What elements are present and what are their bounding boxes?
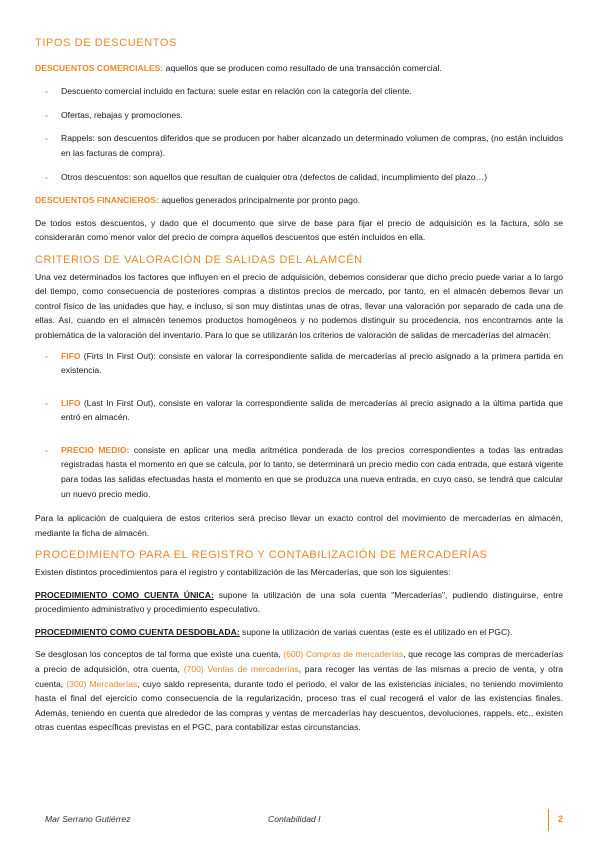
paragraph-cuenta-unica: PROCEDIMIENTO COMO CUENTA ÚNICA: supone la utilización de una sola cuenta "Mercaderías", pudiendo distinguirse, entre procedimiento administrativo y procedimiento especulativo. xyxy=(35,589,563,615)
account-700: (700) Ventas de mercaderías xyxy=(183,664,299,674)
paragraph-descuentos-financieros xyxy=(35,193,563,208)
footer-divider xyxy=(548,809,549,831)
paragraph-cuenta-desdoblada: PROCEDIMIENTO COMO CUENTA DESDOBLADA: supone la utilización de varias cuentas (este es el utilizado en el PGC). xyxy=(35,626,513,637)
dash-bullet-icon: - xyxy=(45,444,48,455)
section-title-procedimiento-registro: PROCEDIMIENTO PARA EL REGISTRO Y CONTABILIZACIÓN DE MERCADERÍAS xyxy=(35,549,488,562)
page-footer xyxy=(35,814,563,836)
paragraph-procedimientos-intro: Existen distintos procedimientos para el registro y contabilización de las Mercaderías, que son los siguientes: xyxy=(35,567,451,578)
paragraph-criterios-aplicacion: Para la aplicación de cualquiera de estos criterios será preciso llevar un exacto control del movimiento de mercaderías en almacén, mediante la ficha de almacén. xyxy=(35,513,563,538)
label-descuentos-comerciales: DESCUENTOS COMERCIALES: xyxy=(35,62,164,73)
label-cuenta-desdoblada: PROCEDIMIENTO COMO CUENTA DESDOBLADA: xyxy=(35,626,240,637)
section-title-tipos-descuentos: TIPOS DE DESCUENTOS xyxy=(35,37,177,49)
list-item: - Rappels: son descuentos diferidos que se producen por haber alcanzado un determinado volumen de compras, (no están incluidos en las facturas de compra). xyxy=(45,133,563,158)
dash-bullet-icon: - xyxy=(45,171,48,182)
list-tipos-descuentos xyxy=(35,84,563,184)
list-item: - Ofertas, rebajas y promociones. xyxy=(35,108,563,123)
section-title-criterios-valoracion: CRITERIOS DE VALORACIÓN DE SALIDAS DEL ALAMCÉN xyxy=(35,253,363,266)
account-600: (600) Compras de mercaderías xyxy=(283,649,404,660)
dash-bullet-icon: - xyxy=(45,350,48,361)
footer-subject: Contabilidad I xyxy=(268,814,321,824)
text-descuentos-comerciales: aquellos que se producen como resultado de una transacción comercial. xyxy=(163,62,442,73)
dash-bullet-icon: - xyxy=(45,109,48,120)
dash-bullet-icon: - xyxy=(45,397,48,408)
list-item-fifo: - FIFO (Firts In First Out): consiste en valorar la correspondiente salida de mercaderías al precio asignado a la primera partida en existencia. xyxy=(45,350,563,376)
paragraph-criterios-intro: Una vez determinados los factores que influyen en el precio de adquisición, debemos considerar que dicho precio puede variar a lo largo del tiempo, como consecuencia de posteriores compras a distintos precios de mercado, por tanto, en el almacén debemos llevar un control físico de las unidades que hay, e incluso, si son muy distintas unas de otras, llevar una valoración por separado de cada una de ellas. Así, cuando en el almacén tenemos productos homogéneos y no podemos distinguir su procedencia, nos encontramos ante la problemática de la valoración del inventario. Para lo que se utilizarán los criterios de valoración de salidas de mercaderías del almacén: xyxy=(35,271,563,340)
text-descuentos-financieros: aquellos generados principalmente por pronto pago. xyxy=(158,195,361,206)
paragraph-descuentos-comerciales xyxy=(35,61,563,76)
list-item-lifo: - LIFO (Last In First Out), consiste en valorar la correspondiente salida de mercaderías al precio asignado a la última partida que entró en almacén. xyxy=(45,397,563,423)
label-cuenta-unica: PROCEDIMIENTO COMO CUENTA ÚNICA: xyxy=(35,589,214,600)
footer-author: Mar Serrano Gutiérrez xyxy=(45,814,131,824)
list-item: - Descuento comercial incluido en factura: suele estar en relación con la categoría del cliente. xyxy=(35,84,563,99)
paragraph-descuentos-conclusion: De todos estos descuentos, y dado que el documento que sirve de base para fijar el precio de adquisición es la factura, sólo se considerarán como menor valor del precio de compra aquellos descuentos que estén incluidos en ella. xyxy=(35,217,563,243)
dash-bullet-icon: - xyxy=(45,133,48,144)
paragraph-cuentas-detalle: Se desglosan los conceptos de tal forma que existe una cuenta, (600) Compras de mercaderías, que recoge las compras de mercaderías a precio de adquisición, otra cuenta, (700) Ventas de mercaderías, para recoger las ventas de las mismas a precio de venta, y otra cuenta, (300) Mercaderías, cuyo saldo representa, durante todo el periodo, el valor de las existencias iniciales, no teniendo movimiento hasta el final del ejercicio como consecuencia de la regularización, proceso tras el cual recogerá el valor de las existencias finales. Además, teniendo en cuenta que alrededor de las compras y ventas de mercaderías hay descuentos, devoluciones, rappels, etc., existen otras cuentas específicas previstas en el PGC, para contabilizar estas circunstancias. xyxy=(35,649,563,733)
label-descuentos-financieros: DESCUENTOS FINANCIEROS: xyxy=(35,195,159,206)
page-number: 2 xyxy=(557,814,563,824)
dash-bullet-icon: - xyxy=(45,86,48,97)
account-300: (300) Mercaderías xyxy=(66,678,138,689)
page-content xyxy=(35,36,563,735)
list-item: - Otros descuentos: son aquellos que resultan de cualquier otra (defectos de calidad, incumplimiento del plazo…) xyxy=(35,170,563,185)
list-criterios xyxy=(35,349,563,502)
list-item-precio-medio: - PRECIO MEDIO: consiste en aplicar una media aritmética ponderada de los precios correspondientes a todas las entradas registradas hasta el momento en que se calcula, por lo tanto, se determinará un precio medio con cada entrada, que estará vigente para todas las salidas efectuadas hasta el momento en que se produzca una nueva entrada, en cuyo caso, se tendrá que calcular un nuevo precio medio. xyxy=(45,444,563,499)
